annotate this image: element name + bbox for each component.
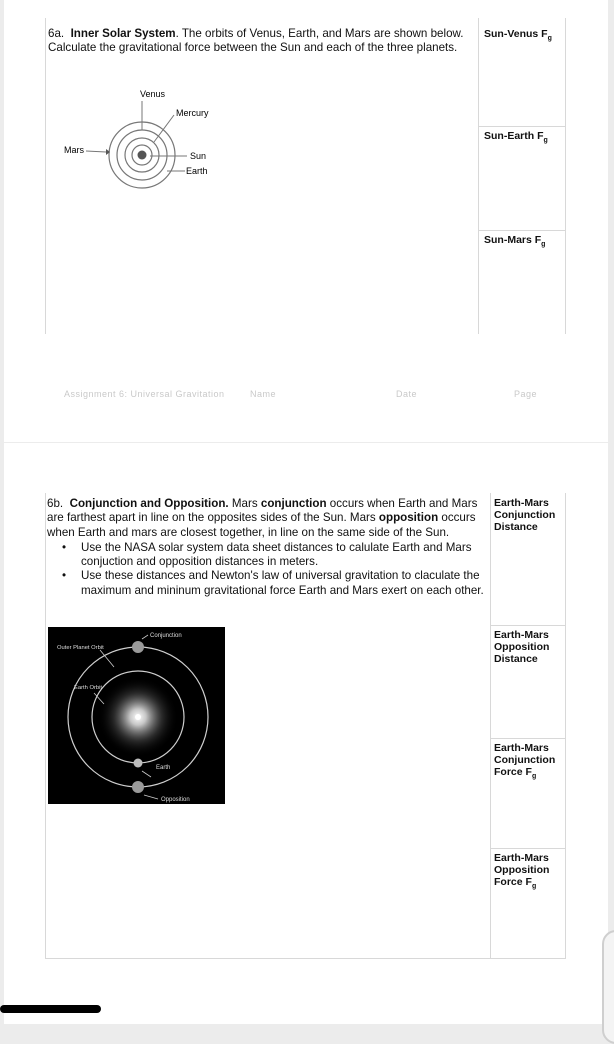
sun-earth-force-label: Sun-Earth $F_g$ <box>484 130 548 145</box>
conjunction-opposition-diagram <box>48 627 225 804</box>
opposition-distance-label: Earth-Mars Opposition Distance <box>494 629 550 665</box>
answer-row-divider <box>478 126 566 127</box>
scroll-indicator[interactable] <box>0 1005 101 1013</box>
question-6b <box>47 497 487 598</box>
outer-orbit-label: Outer Planet Orbit <box>57 645 104 651</box>
conjunction-label: Conjunction <box>150 633 182 639</box>
table-border-left <box>45 493 46 958</box>
question-6b-intro: 6b. Conjunction and Opposition. Mars conjunction occurs when Earth and Mars are farthest apart in line on the opposites sides of the Sun. Mars opposition occurs when Earth and mars are closest together, in line on the same side of the Sun. <box>47 497 478 539</box>
question-6b-bullets <box>47 541 487 598</box>
table-border-left <box>45 18 46 334</box>
inner-solar-system-diagram <box>54 84 224 199</box>
earth-dot <box>134 759 143 768</box>
earth-orbit-label: Earth Orbit <box>74 685 103 691</box>
mars-opposition-dot <box>132 781 144 793</box>
conjunction-distance-label: Earth-Mars Conjunction Distance <box>494 497 556 533</box>
sun-label: Sun <box>190 151 207 161</box>
mars-label: Mars <box>64 145 84 155</box>
sun-dot <box>138 151 147 160</box>
table-border-right <box>565 18 566 334</box>
venus-label: Venus <box>140 89 166 99</box>
mercury-label: Mercury <box>176 108 209 118</box>
table-border-bottom <box>45 958 566 959</box>
answer-row-divider <box>478 230 566 231</box>
faint-footer-name: Name <box>250 389 277 399</box>
faint-footer-title: Assignment 6: Universal Gravitation <box>64 389 225 399</box>
question-6a: 6a. Inner Solar System. The orbits of Venus, Earth, and Mars are shown below. Calculate the gravitational force between the Sun and each of the three planets. <box>48 27 464 55</box>
sun-mars-force-label: Sun-Mars $F_g$ <box>484 234 546 249</box>
table-border-right <box>565 493 566 958</box>
page-2 <box>4 443 608 1024</box>
opposition-label: Opposition <box>161 797 190 803</box>
opposition-force-label: Earth-Mars Opposition Force $F_g$ <box>494 852 550 891</box>
mars-conjunction-dot <box>132 641 144 653</box>
answer-row-divider <box>490 848 566 849</box>
side-pull-tab[interactable] <box>602 930 614 1044</box>
earth-label: Earth <box>186 166 208 176</box>
conjunction-force-label: Earth-Mars Conjunction Force $F_g$ <box>494 742 556 781</box>
faint-footer-date: Date <box>396 389 418 399</box>
faint-footer-page: Page <box>514 389 538 399</box>
page-1 <box>4 0 608 442</box>
sun-venus-force-label: Sun-Venus $F_g$ <box>484 28 552 43</box>
answer-row-divider <box>490 738 566 739</box>
list-item: • Use the NASA solar system data sheet distances to calulate Earth and Mars conjuction and opposition distances in meters. <box>62 540 472 569</box>
earth-label: Earth <box>156 765 171 771</box>
list-item: • Use these distances and Newton's law of universal gravitation to claculate the maximum and mininum gravitational force Earth and Mars exert on each other. <box>62 569 484 597</box>
answer-row-divider <box>490 625 566 626</box>
table-divider <box>478 18 479 334</box>
table-divider <box>490 493 491 958</box>
